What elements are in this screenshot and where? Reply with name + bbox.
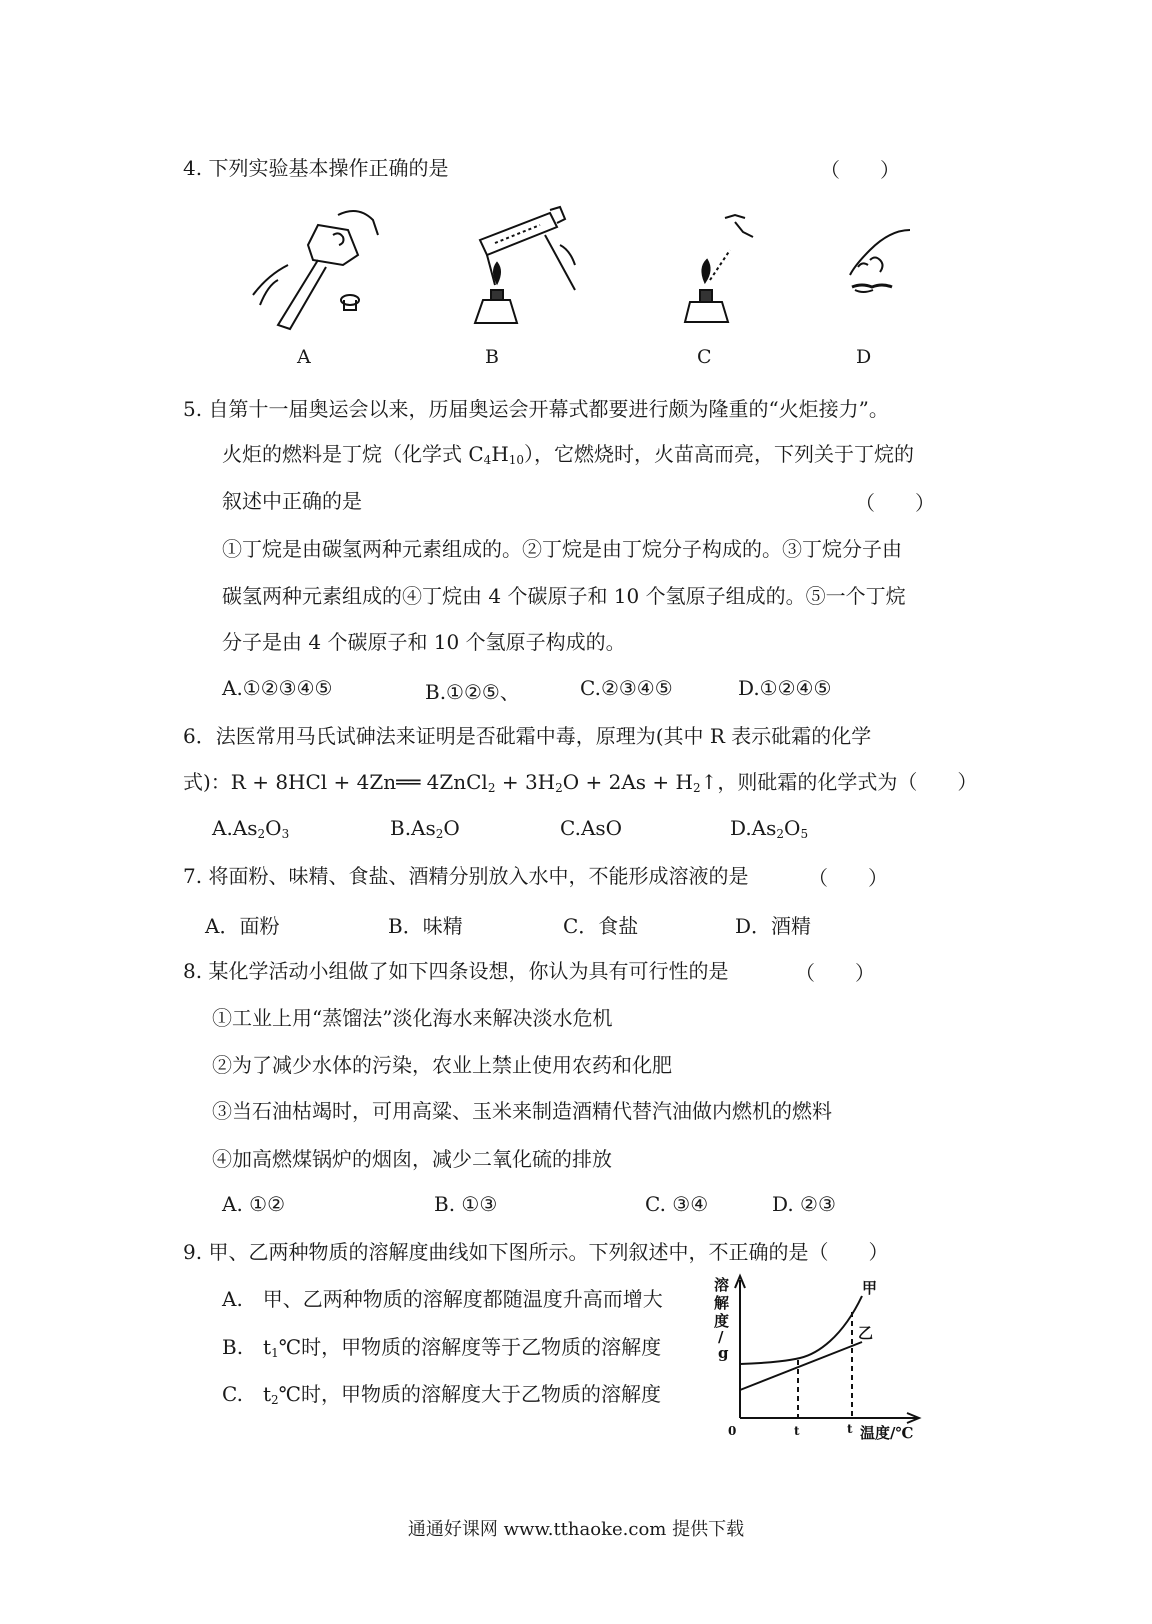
page-footer: 通通好课网 www.tthaoke.com 提供下载 — [407, 1519, 745, 1540]
ylabel-char-5: g — [718, 1344, 729, 1362]
q9-option-c: C. $t_2℃$时，甲物质的溶解度大于乙物质的溶解度 — [222, 1382, 661, 1407]
q6-option-a: $A.As_2O_3$ — [212, 816, 290, 841]
q5-line-3: 叙述中正确的是 — [222, 489, 362, 513]
q7-answer-paren: （ ） — [808, 866, 888, 890]
graph-t1: t — [794, 1424, 800, 1438]
ylabel-char-4: / — [718, 1328, 724, 1346]
q7-option-a: A．面粉 — [205, 914, 280, 938]
q5-line-5: 碳氢两种元素组成的④丁烷由 4 个碳原子和 10 个氢原子组成的。⑤一个丁烷 — [222, 584, 906, 608]
q8-option-a: A. ①② — [222, 1192, 286, 1216]
q8-stem: 8. 某化学活动小组做了如下四条设想，你认为具有可行性的是 — [183, 959, 729, 983]
q9-stem: 9. 甲、乙两种物质的溶解度曲线如下图所示。下列叙述中，不正确的是（ ） — [183, 1240, 889, 1264]
q8-option-c: C. ③④ — [645, 1192, 709, 1216]
figure-d-label: D — [856, 346, 872, 368]
figure-a-pouring — [248, 205, 388, 335]
q5-line-2: 火炬的燃料是丁烷（化学式 $C_4H_{10}$），它燃烧时，火苗高而亮，下列关于丁烷的 — [222, 442, 915, 467]
figure-c-lamp — [680, 210, 770, 325]
q9-option-a: A. 甲、乙两种物质的溶解度都随温度升高而增大 — [222, 1287, 663, 1311]
solubility-graph — [712, 1268, 927, 1443]
q4-stem: 4. 下列实验基本操作正确的是 — [183, 156, 449, 180]
q5-line-1: 5. 自第十一届奥运会以来，历届奥运会开幕式都要进行颇为隆重的“火炬接力”。 — [183, 397, 889, 421]
q5-option-a: A.①②③④⑤ — [222, 676, 333, 700]
q5-line-6: 分子是由 4 个碳原子和 10 个氢原子构成的。 — [222, 630, 626, 654]
q5-option-d: D.①②④⑤ — [738, 676, 832, 700]
q5-answer-paren: （ ） — [855, 491, 935, 515]
q6-option-c: C.AsO — [560, 816, 623, 840]
q5-option-c: C.②③④⑤ — [580, 676, 673, 700]
ylabel-char-1: 溶 — [714, 1276, 730, 1294]
q7-stem: 7. 将面粉、味精、食盐、酒精分别放入水中，不能形成溶液的是 — [183, 864, 749, 888]
figure-d-hand — [840, 225, 920, 305]
q9-option-b: B. $t_1℃$时，甲物质的溶解度等于乙物质的溶解度 — [222, 1335, 662, 1360]
q7-option-b: B．味精 — [388, 914, 463, 938]
q7-option-c: C．食盐 — [563, 914, 639, 938]
figure-b-heating — [465, 205, 595, 330]
q8-option-b: B. ①③ — [434, 1192, 498, 1216]
q8-item-4: ④加高燃煤锅炉的烟囱，减少二氧化硫的排放 — [212, 1147, 612, 1171]
q6-option-b: $B.As_2O$ — [390, 816, 460, 841]
q8-answer-paren: （ ） — [795, 961, 875, 985]
q4-answer-paren: （ ） — [820, 158, 900, 182]
curve-jia-label: 甲 — [862, 1279, 878, 1297]
q8-item-3: ③当石油枯竭时，可用高粱、玉米来制造酒精代替汽油做内燃机的燃料 — [212, 1099, 832, 1123]
q8-option-d: D. ②③ — [772, 1192, 836, 1216]
ylabel-char-3: 度 — [714, 1312, 730, 1330]
curve-jia — [740, 1296, 862, 1364]
q8-item-1: ①工业上用“蒸馏法”淡化海水来解决淡水危机 — [212, 1006, 613, 1030]
graph-xlabel: 温度/℃ — [860, 1424, 914, 1442]
figure-a-label: A — [297, 346, 311, 368]
curve-yi — [740, 1342, 862, 1390]
graph-t2: t — [847, 1422, 853, 1436]
q5-option-b: B.①②⑤、 — [425, 680, 520, 704]
q8-item-2: ②为了减少水体的污染，农业上禁止使用农药和化肥 — [212, 1053, 672, 1077]
curve-yi-label: 乙 — [858, 1324, 874, 1342]
ylabel-char-2: 解 — [714, 1294, 730, 1312]
q6-line-2: 式)：R + 8HCl + 4Zn══ 4ZnCl$_2$ + $3H_2O + 2As$ + $H_2↑$，则砒霜的化学式为（ ） — [183, 770, 978, 795]
figure-c-label: C — [697, 346, 712, 368]
graph-origin: 0 — [728, 1424, 737, 1438]
q7-option-d: D．酒精 — [735, 914, 812, 938]
q6-option-d: $D.As_2O_5$ — [730, 816, 809, 841]
figure-b-label: B — [485, 346, 499, 368]
q6-line-1: 6．法医常用马氏试砷法来证明是否砒霜中毒，原理为(其中 R 表示砒霜的化学 — [183, 724, 872, 748]
q5-line-4: ①丁烷是由碳氢两种元素组成的。②丁烷是由丁烷分子构成的。③丁烷分子由 — [222, 537, 902, 561]
